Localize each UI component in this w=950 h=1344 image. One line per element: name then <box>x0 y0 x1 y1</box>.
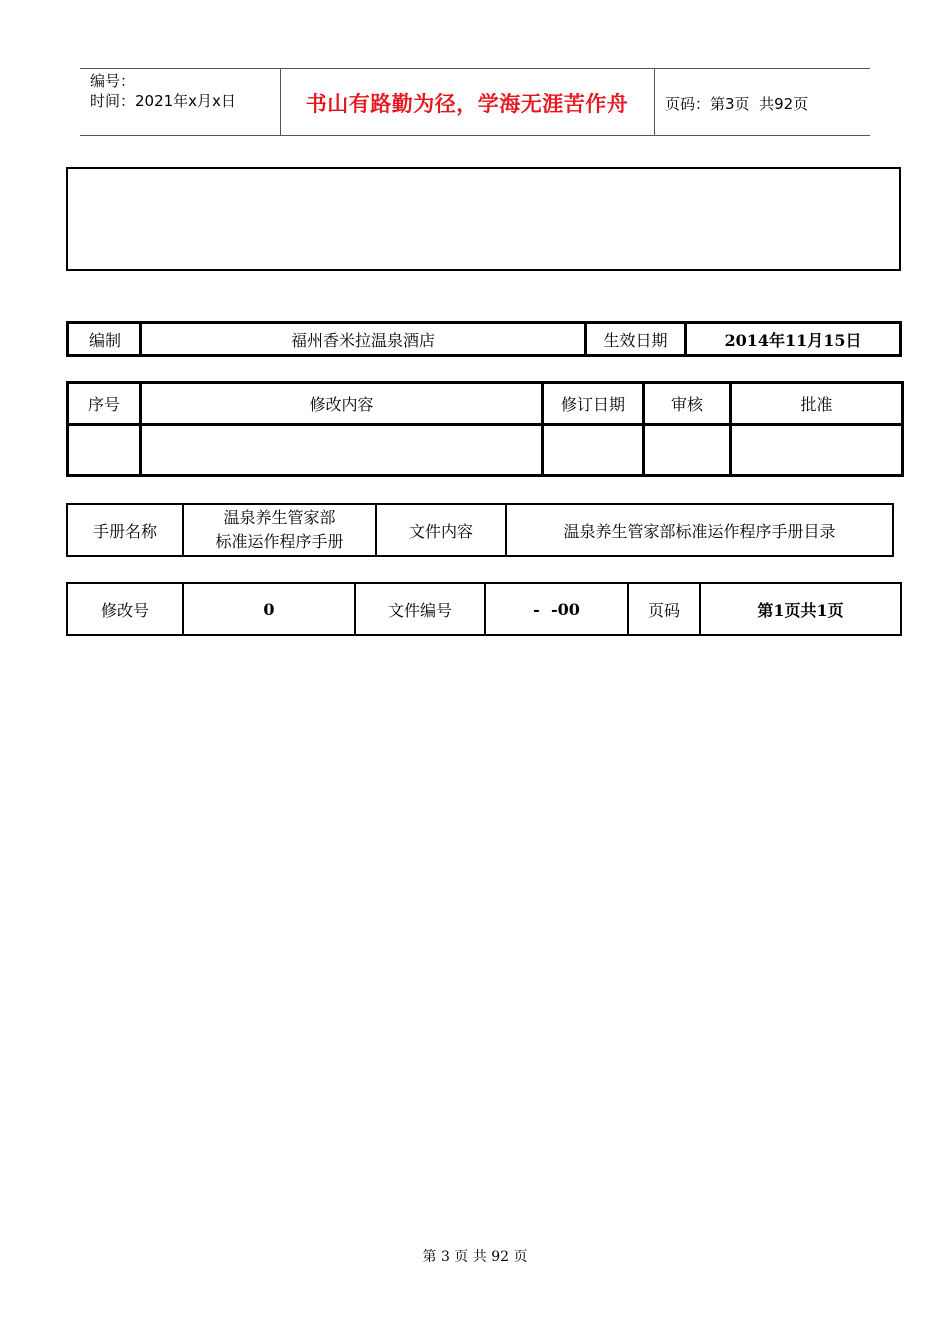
header-slogan: 书山有路勤为径，学海无涯苦作舟 <box>305 92 629 116</box>
header-divider <box>654 69 655 135</box>
header-meta <box>90 71 236 111</box>
header-page-info: 页码：第3页 共92页 <box>665 94 809 113</box>
manual-name-line: 标准运作程序手册 <box>215 532 344 551</box>
info-table <box>66 321 902 357</box>
column-header: 序号 <box>68 383 141 425</box>
table-cell <box>644 425 731 476</box>
table-header-row <box>68 383 903 425</box>
effective-label: 生效日期 <box>586 323 686 356</box>
table-cell <box>141 425 543 476</box>
page-value: 第1页共1页 <box>700 583 901 635</box>
table-row <box>67 583 901 635</box>
column-header: 审核 <box>644 383 731 425</box>
table-row <box>68 323 901 356</box>
manual-name-line: 温泉养生管家部 <box>223 508 336 527</box>
document-table <box>66 582 902 636</box>
table-cell <box>731 425 903 476</box>
file-content-label: 文件内容 <box>376 504 506 556</box>
table-row <box>68 425 903 476</box>
column-header: 修订日期 <box>543 383 644 425</box>
revision-number-value: 0 <box>183 583 355 635</box>
table-cell <box>543 425 644 476</box>
number-label: 编号： <box>90 72 136 90</box>
manual-name-value <box>183 504 376 556</box>
file-content-value: 温泉养生管家部标准运作程序手册目录 <box>506 504 893 556</box>
manual-table <box>66 503 894 557</box>
revision-table <box>66 381 904 477</box>
document-number-value: - -00 <box>485 583 628 635</box>
document-number-label: 文件编号 <box>355 583 485 635</box>
column-header: 修改内容 <box>141 383 543 425</box>
table-cell <box>68 425 141 476</box>
time-label: 时间：2021年x月x日 <box>90 92 236 110</box>
table-row <box>67 504 893 556</box>
revision-number-label: 修改号 <box>67 583 183 635</box>
page-label: 页码 <box>628 583 700 635</box>
column-header: 批准 <box>731 383 903 425</box>
page-footer: 第 3 页 共 92 页 <box>422 1249 528 1265</box>
blank-box <box>66 167 901 271</box>
compiled-label: 编制 <box>68 323 141 356</box>
manual-name-label: 手册名称 <box>67 504 183 556</box>
page-header <box>80 68 870 136</box>
effective-value: 2014年11月15日 <box>686 323 901 356</box>
compiled-value: 福州香米拉温泉酒店 <box>141 323 586 356</box>
